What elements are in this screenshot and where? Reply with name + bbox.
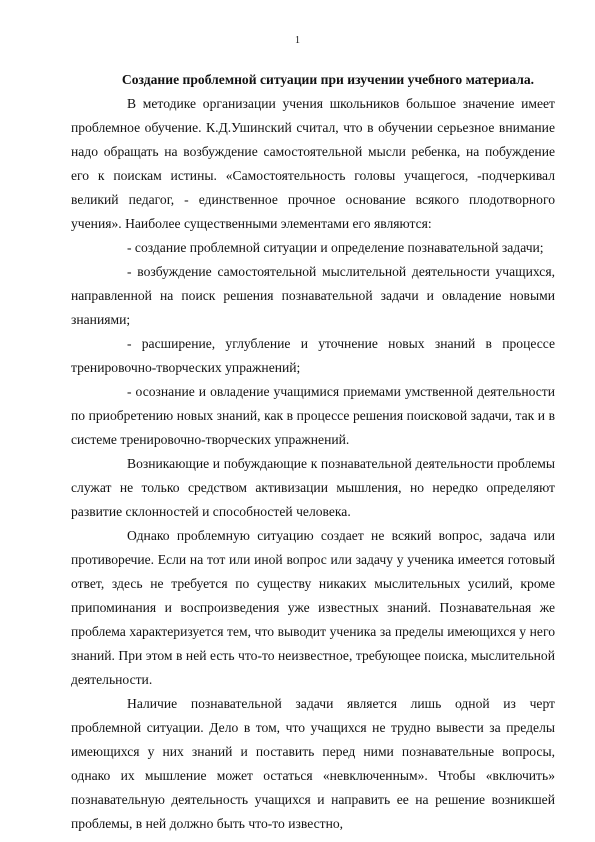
paragraph-intro: В методике организации учения школьников большое значение имеет проблемное обучение. К.Д.Ушинский считал, что в обучении серьезное внимание надо обращать на возбуждение самостоятельной мысли ребенка, на побуждение его к поискам истины. «Самостоятельность головы учащегося, -подчеркивал великий педагог, - единственное прочное основание всякого плодотворного учения». Наиболее существенными элементами его являются:	[71, 96, 555, 231]
list-item-problem-situation: - создание проблемной ситуации и определение познавательной задачи;	[127, 240, 544, 255]
paragraph-cognitive-task: Наличие познавательной задачи является лишь одной из черт проблемной ситуации. Дело в том, что учащихся не трудно вывести за пределы имеющихся у них знаний и поставить перед ними познавательные вопросы, однако их мышление может остаться «невключенным». Чтобы «включить» познавательную деятельность учащихся и направить ее на решение возникшей проблемы, в ней должно быть что-то известно,	[71, 696, 555, 831]
paragraph-problem-situation: Однако проблемную ситуацию создает не всякий вопрос, задача или противоречие. Если на тот или иной вопрос или задачу у ученика имеется готовый ответ, здесь не требуется по существу никаких мыслительных усилий, кроме припоминания и воспроизведения уже известных знаний. Познавательная же проблема характеризуется тем, что выводит ученика за пределы имеющихся у него знаний. При этом в ней есть что-то неизвестное, требующее поиска, мыслительной деятельности.	[71, 528, 555, 687]
document-body	[71, 68, 555, 836]
page-number: 1	[295, 35, 300, 46]
list-item-knowledge-expansion: - расширение, углубление и уточнение новых знаний в процессе тренировочно-творческих упражнений;	[71, 336, 555, 375]
list-item-mental-techniques: - осознание и овладение учащимися приемами умственной деятельности по приобретению новых знаний, как в процессе решения поисковой задачи, так и в системе тренировочно-творческих упражнений.	[71, 384, 555, 447]
document-title: Создание проблемной ситуации при изучении учебного материала.	[121, 72, 535, 87]
list-item-independent-thinking: - возбуждение самостоятельной мыслительной деятельности учащихся, направленной на поиск решения познавательной задачи и овладение новыми знаниями;	[71, 264, 555, 327]
paragraph-problems-role: Возникающие и побуждающие к познавательной деятельности проблемы служат не только средством активизации мышления, но нередко определяют развитие склонностей и способностей человека.	[71, 456, 555, 519]
